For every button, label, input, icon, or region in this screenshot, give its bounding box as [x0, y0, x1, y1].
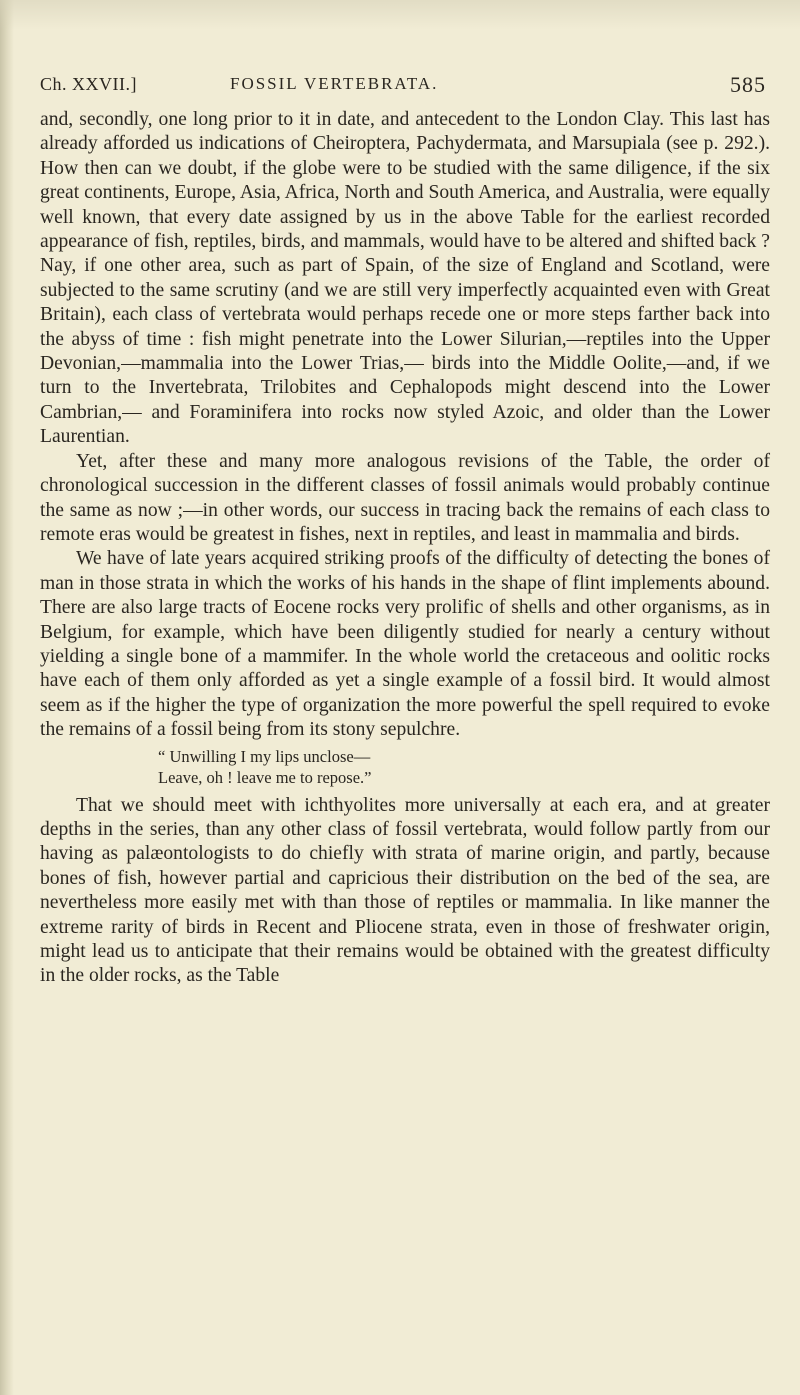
book-page	[40, 66, 770, 989]
paragraph-continued: and, secondly, one long prior to it in date, and antecedent to the London Clay. This last has already afforded us indications of Cheiroptera, Pachydermata, and Marsupiala (see p. 292.). How then can we doubt, if the globe were to be studied with the same diligence, if the six great continents, Europe, Asia, Africa, North and South America, and Australia, were equally well known, that every date assigned by us in the above Table for the earliest recorded appearance of fish, reptiles, birds, and mammals, would have to be altered and shifted back ? Nay, if one other area, such as part of Spain, of the size of England and Scotland, were subjected to the same scrutiny (and we are still very imperfectly acquainted even with Great Britain), each class of vertebrata would perhaps recede one or more steps farther back into the abyss of time : fish might penetrate into the Lower Silurian,—reptiles into the Upper Devonian,—mammalia into the Lower Trias,— birds into the Middle Oolite,—and, if we turn to the Invertebrata, Trilobites and Cephalopods might descend into the Lower Cambrian,— and Foraminifera into rocks now styled Azoic, and older than the Lower Laurentian.	[40, 109, 770, 448]
running-header	[40, 66, 770, 106]
chapter-reference: Ch. XXVII.]	[40, 74, 137, 94]
page-top-edge	[0, 0, 800, 30]
verse-quotation	[40, 746, 770, 788]
paragraph: Yet, after these and many more analogous revisions of the Table, the order of chronological succession in the different classes of fossil animals would probably continue the same as now ;—in other words, our success in tracing back the remains of each class to remote eras would be greatest in fishes, next in reptiles, and least in mammalia and birds.	[40, 450, 770, 545]
verse-line: Leave, oh ! leave me to repose.”	[158, 767, 372, 787]
body-text	[40, 108, 770, 989]
paragraph: We have of late years acquired striking proofs of the difficulty of detecting the bones of man in those strata in which the works of his hands in the shape of flint implements abound. There are also large tracts of Eocene rocks very prolific of shells and other organisms, as in Belgium, for example, which have been diligently studied for nearly a century without yielding a single bone of a mammifer. In the whole world the cretaceous and oolitic rocks have each of them only afforded as yet a single example of a fossil bird. It would almost seem as if the higher the type of organization the more powerful the spell required to evoke the remains of a fossil being from its stony sepulchre.	[40, 548, 770, 741]
paragraph: That we should meet with ichthyolites more universally at each era, and at greater depths in the series, than any other class of fossil vertebrata, would follow partly from our having as palæontologists to do chiefly with strata of marine origin, and partly, because bones of fish, however partial and capricious their distribution on the bed of the sea, are nevertheless more easily met with than those of reptiles or mammalia. In like manner the extreme rarity of birds in Recent and Pliocene strata, even in those of freshwater origin, might lead us to anticipate that their remains would be obtained with the greatest difficulty in the older rocks, as the Table	[40, 794, 770, 987]
verse-line: “ Unwilling I my lips unclose—	[158, 746, 371, 766]
running-title: FOSSIL VERTEBRATA.	[230, 74, 439, 93]
page-binding-edge	[0, 0, 14, 1395]
page-number: 585	[730, 72, 766, 97]
